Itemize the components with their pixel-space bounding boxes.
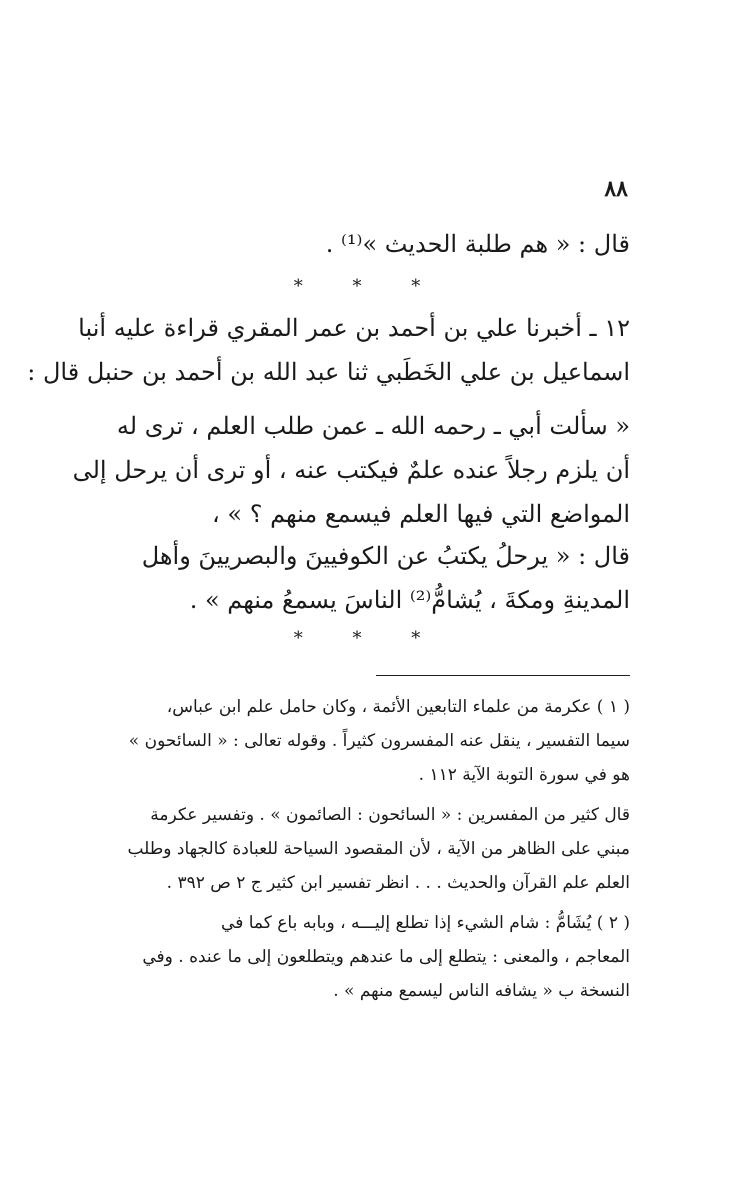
text-line: قال : « يرحلُ يكتبُ عن الكوفيينَ والبصريينَ وأهل xyxy=(141,542,630,570)
section-separator: * * * xyxy=(293,628,443,649)
paragraph-4 xyxy=(104,534,630,622)
text-line: أن يلزم رجلاً عنده علمٌ فيكتب عنه ، أو ترى أن يرحل إلى xyxy=(72,456,630,484)
text-line: المدينةِ ومكةَ ، يُشامُّ⁽²⁾ الناسَ يسمعُ منهم » . xyxy=(189,586,630,614)
footnote-line: العلم علم القرآن والحديث . . . انظر تفسير ابن كثير ج ٢ ص ٣٩٢ . xyxy=(166,873,630,893)
text-line: اسماعيل بن علي الخَطَبي ثنا عبد الله بن أحمد بن حنبل قال : xyxy=(27,358,630,386)
footnote-line: ( ٢ ) يُشَامُّ : شام الشيء إذا تطلع إليـــه ، وبابه باع كما في xyxy=(221,913,630,933)
footnote-line: سيما التفسير ، ينقل عنه المفسرون كثيراً . وقوله تعالى : « السائحون » xyxy=(128,731,630,751)
footnote-divider xyxy=(376,675,630,676)
footnote-line: قال كثير من المفسرين : « السائحون : الصائمون » . وتفسير عكرمة xyxy=(150,805,630,825)
footnote-line: النسخة ب « يشافه الناس ليسمع منهم » . xyxy=(333,981,630,1001)
footnote-line: مبني على الظاهر من الآية ، لأن المقصود السياحة للعبادة كالجهاد وطلب xyxy=(127,839,630,859)
footnote-2 xyxy=(104,906,630,1008)
paragraph-3 xyxy=(72,404,630,536)
text-line: المواضع التي فيها العلم فيسمع منهم ؟ » ، xyxy=(212,500,630,528)
text-line: ١٢ ـ أخبرنا علي بن أحمد بن عمر المقري قراءة عليه أنبا xyxy=(78,314,630,342)
page-number: ٨٨ xyxy=(604,176,628,202)
section-separator: * * * xyxy=(293,276,443,297)
footnote-1-continued xyxy=(104,798,630,900)
paragraph-2 xyxy=(27,306,630,394)
footnote-line: ( ١ ) عكرمة من علماء التابعين الأئمة ، وكان حامل علم ابن عباس، xyxy=(166,697,630,717)
footnote-line: هو في سورة التوبة الآية ١١٢ . xyxy=(418,765,630,785)
footnote-line: المعاجم ، والمعنى : يتطلع إلى ما عندهم ويتطلعون إلى ما عنده . وفي xyxy=(142,947,630,967)
text-line: « سألت أبي ـ رحمه الله ـ عمن طلب العلم ، ترى له xyxy=(116,412,630,440)
text-line: قال : « هم طلبة الحديث »⁽¹⁾ . xyxy=(325,230,630,258)
paragraph-1 xyxy=(104,222,630,266)
footnote-1 xyxy=(104,690,630,792)
